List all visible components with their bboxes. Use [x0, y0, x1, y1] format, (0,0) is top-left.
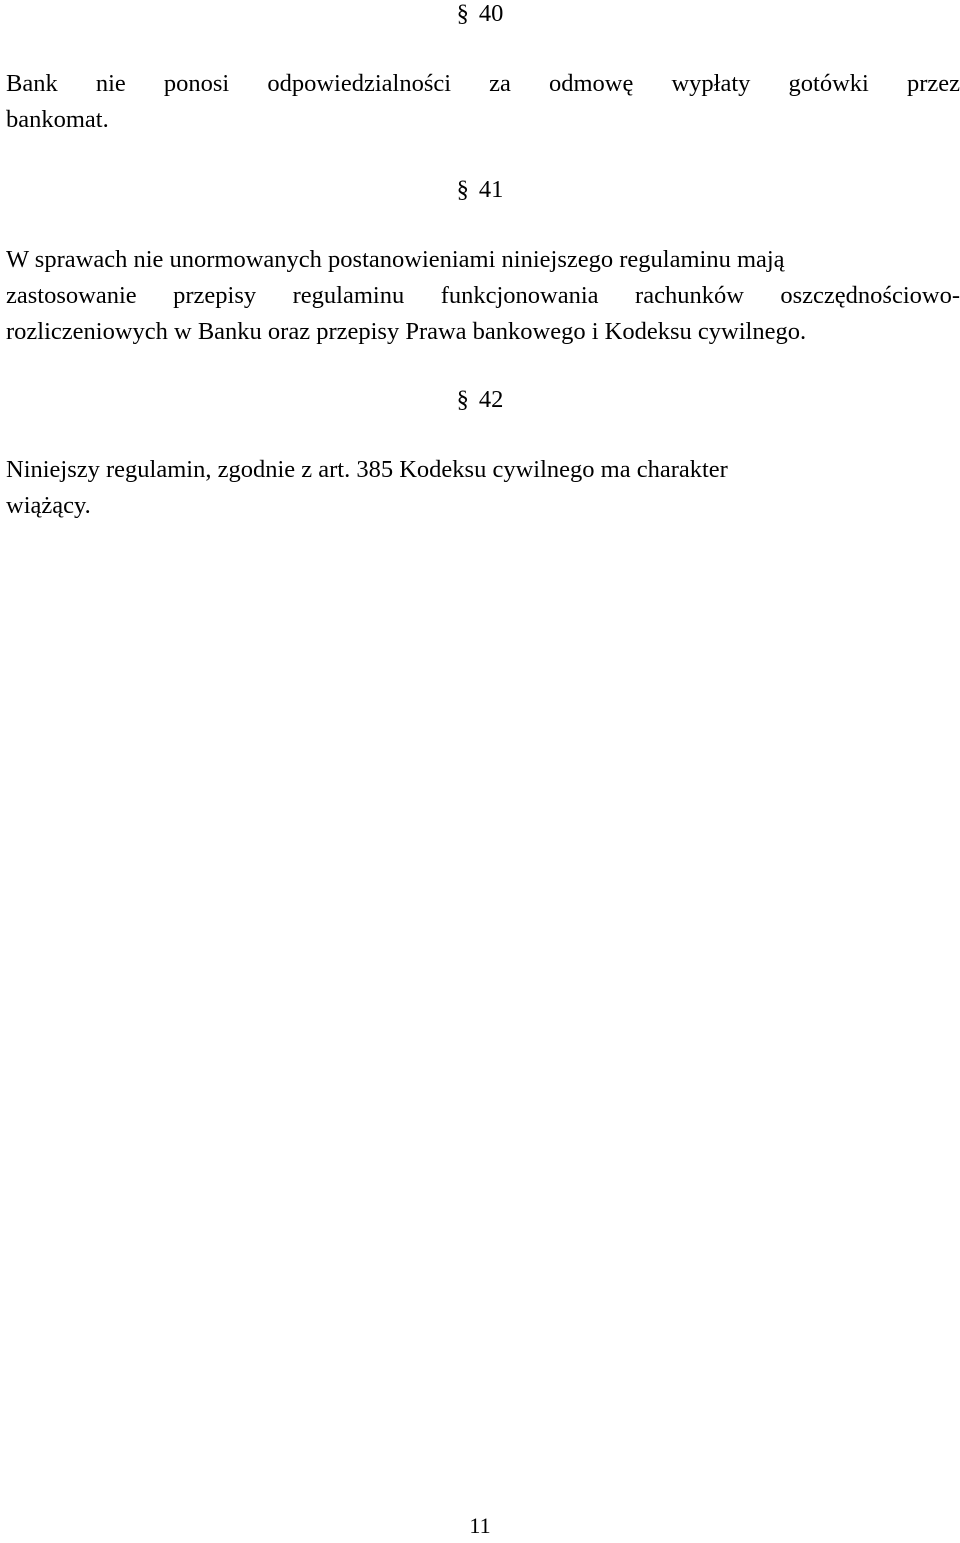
section-42-paragraph	[6, 452, 960, 524]
paragraph-line: Niniejszy regulamin, zgodnie z art. 385 Kodeksu cywilnego ma charakter	[6, 456, 728, 483]
section-heading-41	[0, 172, 960, 208]
paragraph-line: rozliczeniowych w Banku oraz przepisy Prawa bankowego i Kodeksu cywilnego.	[6, 318, 807, 345]
paragraph-line: zastosowanie przepisy regulaminu funkcjonowania rachunków oszczędnościowo-	[6, 282, 960, 309]
paragraph-line: bankomat.	[6, 106, 109, 133]
paragraph-line: Bank nie ponosi odpowiedzialności za odmowę wypłaty gotówki przez	[6, 70, 960, 97]
section-heading-40	[0, 0, 960, 32]
paragraph-line: W sprawach nie unormowanych postanowieniami niniejszego regulaminu mają	[6, 246, 785, 273]
section-sign: §	[456, 386, 469, 413]
section-sign: §	[456, 176, 469, 203]
section-sign: §	[456, 0, 469, 27]
section-41-paragraph	[6, 242, 960, 350]
paragraph-line: wiążący.	[6, 492, 91, 519]
section-number: 41	[478, 176, 504, 203]
section-heading-42	[0, 382, 960, 418]
section-number: 42	[478, 386, 504, 413]
page-number: 11	[469, 1513, 491, 1538]
section-number: 40	[478, 0, 504, 27]
section-40-paragraph	[6, 66, 960, 138]
